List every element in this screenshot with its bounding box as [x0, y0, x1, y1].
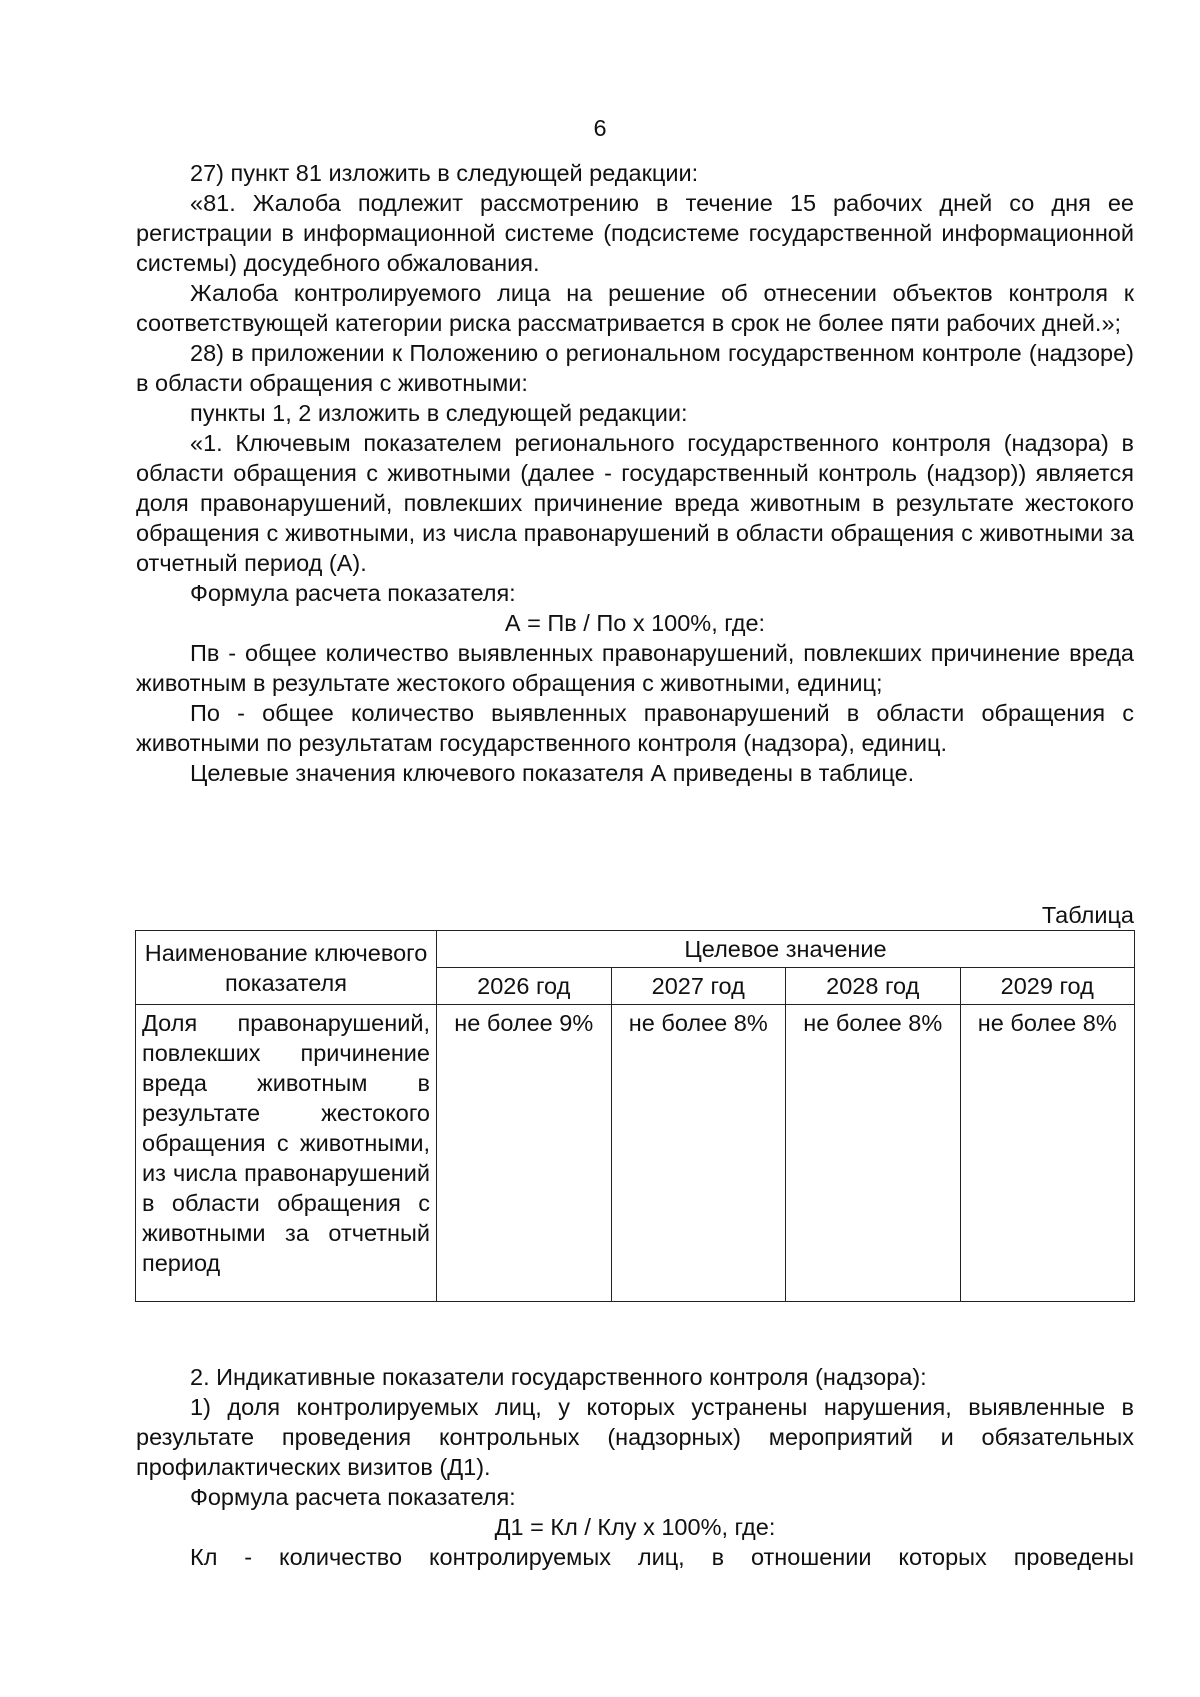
paragraph: Целевые значения ключевого показателя А приведены в таблице. [190, 760, 915, 786]
body-text-bottom [136, 1362, 1134, 1572]
header-year: 2029 год [960, 968, 1135, 1005]
formula-a: А = Пв / По х 100%, где: [504, 610, 766, 636]
header-year: 2027 год [611, 968, 786, 1005]
target-value-cell: не более 9% [437, 1005, 612, 1302]
paragraph: 1) доля контролируемых лиц, у которых устранены нарушения, выявленные в результате проведения контрольных (надзорных) мероприятий и обязательных профилактических визитов (Д1). [136, 1394, 1134, 1480]
paragraph: Формула расчета показателя: [190, 1484, 516, 1510]
indicator-name-last: период [142, 1250, 221, 1276]
paragraph: «1. Ключевым показателем регионального государственного контроля (надзора) в области обращения с животными (далее - государственный контроль (надзор)) является доля правонарушений, повлекших причинение вреда животным в результате жестокого обращения с животными, из числа правонарушений в области обращения с животными за отчетный период (А). [136, 430, 1134, 576]
header-indicator-name: Наименование ключевого показателя [136, 931, 437, 1005]
paragraph: пункты 1, 2 изложить в следующей редакции: [190, 400, 688, 426]
paragraph: 27) пункт 81 изложить в следующей редакции: [190, 160, 699, 186]
paragraph: 2. Индикативные показатели государственного контроля (надзора): [190, 1364, 927, 1390]
header-year: 2026 год [437, 968, 612, 1005]
page-number: 6 [593, 115, 607, 141]
paragraph: Формула расчета показателя: [190, 580, 516, 606]
key-indicator-table [135, 930, 1135, 1302]
paragraph: Жалоба контролируемого лица на решение об отнесении объектов контроля к соответствующей категории риска рассматривается в срок не более пяти рабочих дней.»; [136, 280, 1134, 336]
table-block [136, 900, 1134, 1302]
table-caption: Таблица [1041, 902, 1134, 928]
paragraph: По - общее количество выявленных правонарушений в области обращения с животными по результатам государственного контроля (надзора), единиц. [136, 700, 1134, 756]
indicator-name-cell [136, 1005, 437, 1302]
paragraph: Кл - количество контролируемых лиц, в отношении которых проведены [190, 1544, 1134, 1570]
indicator-name-text: Доля правонарушений, повлекших причинение вреда животным в результате жестокого обращения с животными, из числа правонарушений в области обращения с животными за отчетный [142, 1010, 430, 1246]
header-year: 2028 год [786, 968, 961, 1005]
body-text-top [136, 158, 1134, 788]
paragraph: Пв - общее количество выявленных правонарушений, повлекших причинение вреда животным в результате жестокого обращения с животными, единиц; [136, 640, 1134, 696]
target-value-cell: не более 8% [960, 1005, 1135, 1302]
formula-d1: Д1 = Кл / Клу х 100%, где: [494, 1514, 776, 1540]
paragraph: «81. Жалоба подлежит рассмотрению в течение 15 рабочих дней со дня ее регистрации в информационной системе (подсистеме государственной информационной системы) досудебного обжалования. [136, 190, 1134, 276]
target-value-cell: не более 8% [611, 1005, 786, 1302]
header-target-value: Целевое значение [437, 931, 1135, 968]
target-value-cell: не более 8% [786, 1005, 961, 1302]
paragraph: 28) в приложении к Положению о региональном государственном контроле (надзоре) в области обращения с животными: [136, 340, 1134, 396]
